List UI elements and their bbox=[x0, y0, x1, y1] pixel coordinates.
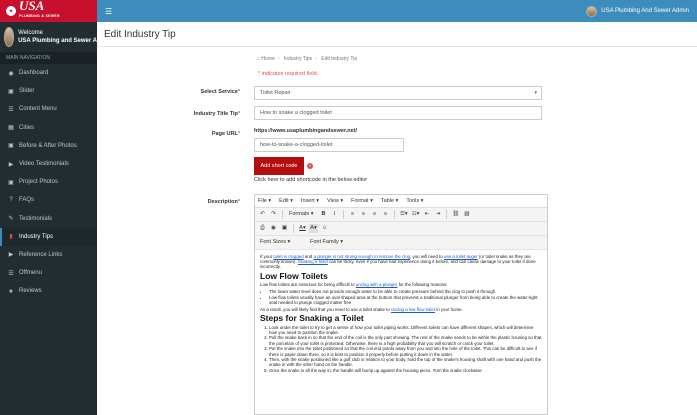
select-service-label bbox=[97, 89, 240, 95]
brand-logo[interactable] bbox=[0, 0, 97, 22]
sidebar-item-label: FAQs bbox=[19, 197, 35, 204]
text: in your home. bbox=[435, 307, 463, 313]
photo-icon: ▣ bbox=[8, 143, 14, 150]
sidebar-item-label: Content Menu bbox=[19, 106, 57, 113]
menu-tools[interactable]: Tools ▾ bbox=[406, 198, 424, 204]
align-justify-icon[interactable]: ≡ bbox=[383, 211, 388, 217]
sidebar-item-label: Video Testimonials bbox=[19, 161, 69, 168]
editor-menubar bbox=[255, 195, 547, 208]
page-url-input[interactable]: how-to-snake-a-clogged-toilet bbox=[254, 138, 404, 152]
breadcrumb bbox=[257, 56, 357, 62]
building-icon: ▦ bbox=[8, 125, 14, 132]
avatar bbox=[4, 27, 14, 47]
editor-content[interactable] bbox=[255, 250, 547, 379]
top-navbar bbox=[97, 0, 697, 22]
sidebar-item-label: Reference Links bbox=[19, 251, 63, 258]
undo-icon[interactable]: ↶ bbox=[260, 211, 265, 217]
label-text: Description bbox=[207, 199, 238, 205]
sidebar-item-faqs[interactable] bbox=[0, 191, 97, 209]
formats-dropdown[interactable]: Formats ▾ bbox=[289, 211, 314, 217]
page-url-prefix: https://www.usaplumbingandsewer.net/ bbox=[254, 128, 358, 134]
menu-label: Format bbox=[351, 198, 369, 204]
bullet-list bbox=[260, 289, 542, 305]
font-sizes-label: Font Sizes bbox=[260, 239, 286, 245]
bold-icon[interactable]: B bbox=[321, 211, 326, 217]
sidebar-item-label: Dashboard bbox=[19, 70, 49, 77]
font-family-label: Font Family bbox=[310, 239, 339, 245]
menu-label: View bbox=[327, 198, 339, 204]
admin-name: USA Plumbing And Sewer Admin bbox=[601, 8, 689, 14]
sidebar-item-label: Before & After Photos bbox=[19, 142, 77, 149]
editor-toolbar-row-1 bbox=[255, 208, 547, 222]
sidebar-item-label: Slider bbox=[19, 88, 35, 95]
paragraph bbox=[260, 307, 542, 312]
sidebar-nav bbox=[0, 64, 97, 300]
formats-label: Formats bbox=[289, 211, 310, 217]
nav-header: MAIN NAVIGATION bbox=[0, 52, 97, 64]
logo-title: USA bbox=[19, 0, 45, 13]
toolbar-divider bbox=[282, 210, 283, 219]
sidebar-item-label: Reviews bbox=[19, 288, 42, 295]
main-content bbox=[97, 22, 697, 415]
text: As a result, you will likely find that you need to use a toilet snake to bbox=[260, 307, 392, 313]
editor-toolbar-row-2 bbox=[255, 222, 547, 236]
label-text: Select Service bbox=[200, 89, 238, 95]
breadcrumb-separator: › bbox=[315, 56, 317, 62]
section-heading: Low Flow Toilets bbox=[260, 270, 328, 281]
photo-icon: ▣ bbox=[8, 179, 14, 186]
logo-subtitle: PLUMBING & SEWER bbox=[19, 14, 60, 18]
sidebar-item-testimonials[interactable] bbox=[0, 210, 97, 228]
redo-icon[interactable]: ↷ bbox=[271, 211, 276, 217]
media-icon[interactable]: ▣ bbox=[281, 225, 288, 231]
font-sizes-dropdown[interactable]: Font Sizes ▾ bbox=[260, 239, 291, 245]
logo-text bbox=[19, 0, 60, 22]
logo-mark-icon: ✦ bbox=[6, 6, 16, 16]
menu-label: Tools bbox=[406, 198, 420, 204]
inline-link[interactable]: toilet is clogged bbox=[273, 254, 304, 259]
required-note: * indicates required field. bbox=[258, 71, 319, 77]
sidebar-item-slider[interactable] bbox=[0, 82, 97, 100]
inline-link[interactable]: unclog a low flow toilet bbox=[391, 307, 435, 313]
align-left-icon[interactable]: ≡ bbox=[350, 211, 355, 217]
sidebar-item-offmenu[interactable] bbox=[0, 264, 97, 282]
italic-icon[interactable]: I bbox=[333, 211, 336, 217]
list-item: 1. Look under the toilet to try to get a sense of how your toilet piping works. Different toilets can have different shapes, which will determine how you need to position the snake. bbox=[269, 325, 542, 335]
label-text: Page URL bbox=[211, 131, 238, 137]
menu-label: Insert bbox=[300, 198, 315, 204]
menu-label: Table bbox=[380, 198, 395, 204]
print-icon[interactable]: ⎙ bbox=[260, 225, 265, 231]
text: (or toilet snake as they are commonly known). bbox=[260, 254, 531, 265]
sidebar-item-label: Testimonials bbox=[19, 215, 53, 222]
page-url-label bbox=[97, 131, 240, 137]
description-label bbox=[97, 199, 240, 205]
intro-paragraph bbox=[260, 254, 542, 270]
admin-user-menu[interactable] bbox=[586, 6, 689, 17]
sidebar-item-reference-links[interactable] bbox=[0, 246, 97, 264]
inline-link[interactable]: Snaking a toilet bbox=[297, 259, 328, 265]
page-title: Edit Industry Tip bbox=[97, 22, 697, 47]
user-info bbox=[18, 29, 97, 45]
list-item: 5. Once the snake is all the way in, the handle will bump up against the housing piece. Turn the snake clockwise bbox=[269, 368, 542, 373]
add-short-code-button[interactable]: Add short code bbox=[254, 157, 304, 175]
paragraph bbox=[260, 282, 542, 287]
shortcode-hint: Click here to add shortcode in the below editor bbox=[254, 177, 368, 183]
sidebar-item-content-menu[interactable] bbox=[0, 100, 97, 118]
sidebar-item-before-after-photos[interactable] bbox=[0, 137, 97, 155]
toolbar-divider bbox=[343, 210, 344, 219]
link-icon[interactable]: ⛓ bbox=[452, 211, 460, 217]
rich-text-editor bbox=[254, 194, 548, 415]
info-icon[interactable]: ! bbox=[307, 163, 313, 169]
indent-icon[interactable]: ⇥ bbox=[435, 211, 441, 217]
breadcrumb-industry-tips[interactable]: Industry Tips bbox=[283, 56, 313, 62]
bullet-list-icon[interactable]: ☰▾ bbox=[400, 211, 408, 217]
preview-icon[interactable]: ◉ bbox=[271, 225, 276, 231]
industry-title-tip-label bbox=[97, 111, 240, 117]
toolbar-divider bbox=[293, 224, 294, 233]
menu-table[interactable]: Table ▾ bbox=[380, 198, 399, 204]
editor-toolbar-row-3 bbox=[255, 236, 547, 250]
font-family-dropdown[interactable]: Font Family ▾ bbox=[310, 239, 344, 245]
hamburger-menu-icon[interactable]: ☰ bbox=[105, 6, 113, 16]
label-text: Industry Title Tip bbox=[193, 111, 238, 117]
required-star: * bbox=[237, 111, 240, 117]
text: for the following reasons: bbox=[397, 281, 448, 287]
menu-icon: ☰ bbox=[8, 106, 14, 113]
menu-file[interactable]: File ▾ bbox=[258, 198, 272, 204]
inline-link[interactable]: a plunger is not strong enough to remove the clog bbox=[313, 254, 411, 259]
text: If your bbox=[260, 254, 274, 259]
user-name: USA Plumbing and Sewer A bbox=[18, 38, 97, 44]
text: and bbox=[303, 254, 314, 259]
list-item: • Low flow toilets usually have an oval shaped area at the bottom that prevents a traditional plunger from being able to create the water-tight seal needed to plunge clogged matter free bbox=[269, 295, 542, 305]
required-star: * bbox=[237, 199, 240, 205]
avatar bbox=[586, 6, 597, 17]
selected-value: Toilet Repair bbox=[260, 90, 291, 96]
required-star: * bbox=[237, 89, 240, 95]
breadcrumb-separator: › bbox=[277, 56, 280, 62]
inline-link[interactable]: use a toilet auger bbox=[444, 254, 478, 259]
industry-title-tip-input[interactable]: How to snake a clogged toilet bbox=[254, 106, 542, 120]
text: can be tricky, even if you have had experience doing it before, and can cause damage to your toilet if done incorrectly. bbox=[260, 259, 536, 270]
text: , you will need to bbox=[410, 254, 445, 259]
image-icon[interactable]: ▧ bbox=[464, 211, 470, 217]
required-star: * bbox=[237, 131, 240, 137]
outdent-icon[interactable]: ⇤ bbox=[424, 211, 430, 217]
video-icon: ▶ bbox=[8, 161, 14, 168]
background-color-icon[interactable]: A▾ bbox=[310, 225, 317, 231]
menu-format[interactable]: Format ▾ bbox=[351, 198, 373, 204]
align-right-icon[interactable]: ≡ bbox=[372, 211, 377, 217]
list-item: 4. Then, with the snake positioned like a golf club in relation to your body, hold the top of the snake's housing shaft with one hand and push the snake in with the other hand on the handle. bbox=[269, 357, 542, 367]
menu-insert[interactable]: Insert ▾ bbox=[300, 198, 320, 204]
comment-icon: ✎ bbox=[8, 216, 14, 223]
image-icon: ▣ bbox=[8, 88, 14, 95]
list-item: • The lower water level does not provide enough water to be able to create pressure behind the clog to push it through bbox=[269, 289, 542, 294]
text-color-icon[interactable]: A▾ bbox=[299, 225, 306, 231]
sidebar-item-cities[interactable] bbox=[0, 119, 97, 137]
list-item: 2. Pull the snake back in so that the end of the coil is the only part showing. The rest of the snake needs to be within the plastic housing so that the porcelain of your toilet is protected. Otherwise, there is a high probability that you will scratch or crack your toilet. bbox=[269, 335, 542, 345]
numbered-list-icon[interactable]: ☷▾ bbox=[411, 211, 420, 217]
sidebar-item-reviews[interactable] bbox=[0, 282, 97, 300]
link-icon: ▶ bbox=[8, 252, 14, 259]
welcome-text: Welcome bbox=[18, 30, 43, 36]
sidebar-item-dashboard[interactable] bbox=[0, 64, 97, 82]
toolbar-divider bbox=[394, 210, 395, 219]
chevron-down-icon: ▾ bbox=[534, 90, 537, 96]
menu-view[interactable]: View ▾ bbox=[327, 198, 344, 204]
user-panel bbox=[0, 22, 97, 52]
emoticons-icon[interactable]: ☺ bbox=[321, 225, 328, 231]
list-icon: ☰ bbox=[8, 270, 14, 277]
home-icon: ⌂ bbox=[257, 56, 261, 62]
sidebar-item-project-photos[interactable] bbox=[0, 173, 97, 191]
sidebar-item-label: Project Photos bbox=[19, 179, 59, 186]
dashboard-icon: ◉ bbox=[8, 70, 14, 77]
menu-edit[interactable]: Edit ▾ bbox=[279, 198, 293, 204]
inline-link[interactable]: unclog with a plunger bbox=[355, 281, 398, 287]
numbered-list bbox=[260, 325, 542, 374]
tips-icon: ▮ bbox=[9, 234, 13, 241]
sidebar-item-label: Cities bbox=[19, 124, 35, 131]
text: Low flow toilets are notorious for being difficult to bbox=[260, 281, 356, 287]
toolbar-divider bbox=[446, 210, 447, 219]
align-center-icon[interactable]: ≡ bbox=[361, 211, 366, 217]
star-icon: ★ bbox=[8, 288, 14, 295]
breadcrumb-current: Edit Industry Tip bbox=[321, 56, 358, 62]
menu-label: Edit bbox=[279, 198, 289, 204]
list-item: 3. Put the snake into the toilet positioned so that the coil end points away from you and into the hole of the toilet. This can be difficult to see if there is paper down there, so it is best to position it properly before putting it down in the water. bbox=[269, 346, 542, 356]
section-heading: Steps for Snaking a Toilet bbox=[260, 313, 364, 324]
breadcrumb-home[interactable]: Home bbox=[261, 56, 275, 62]
sidebar-item-industry-tips[interactable] bbox=[0, 228, 97, 246]
menu-label: File bbox=[258, 198, 267, 204]
select-service-dropdown[interactable] bbox=[254, 86, 542, 100]
sidebar-item-video-testimonials[interactable] bbox=[0, 155, 97, 173]
sidebar bbox=[0, 0, 97, 415]
question-icon: ? bbox=[9, 196, 13, 203]
sidebar-item-label: Industry Tips bbox=[19, 233, 54, 240]
sidebar-item-label: Offmenu bbox=[19, 270, 42, 277]
